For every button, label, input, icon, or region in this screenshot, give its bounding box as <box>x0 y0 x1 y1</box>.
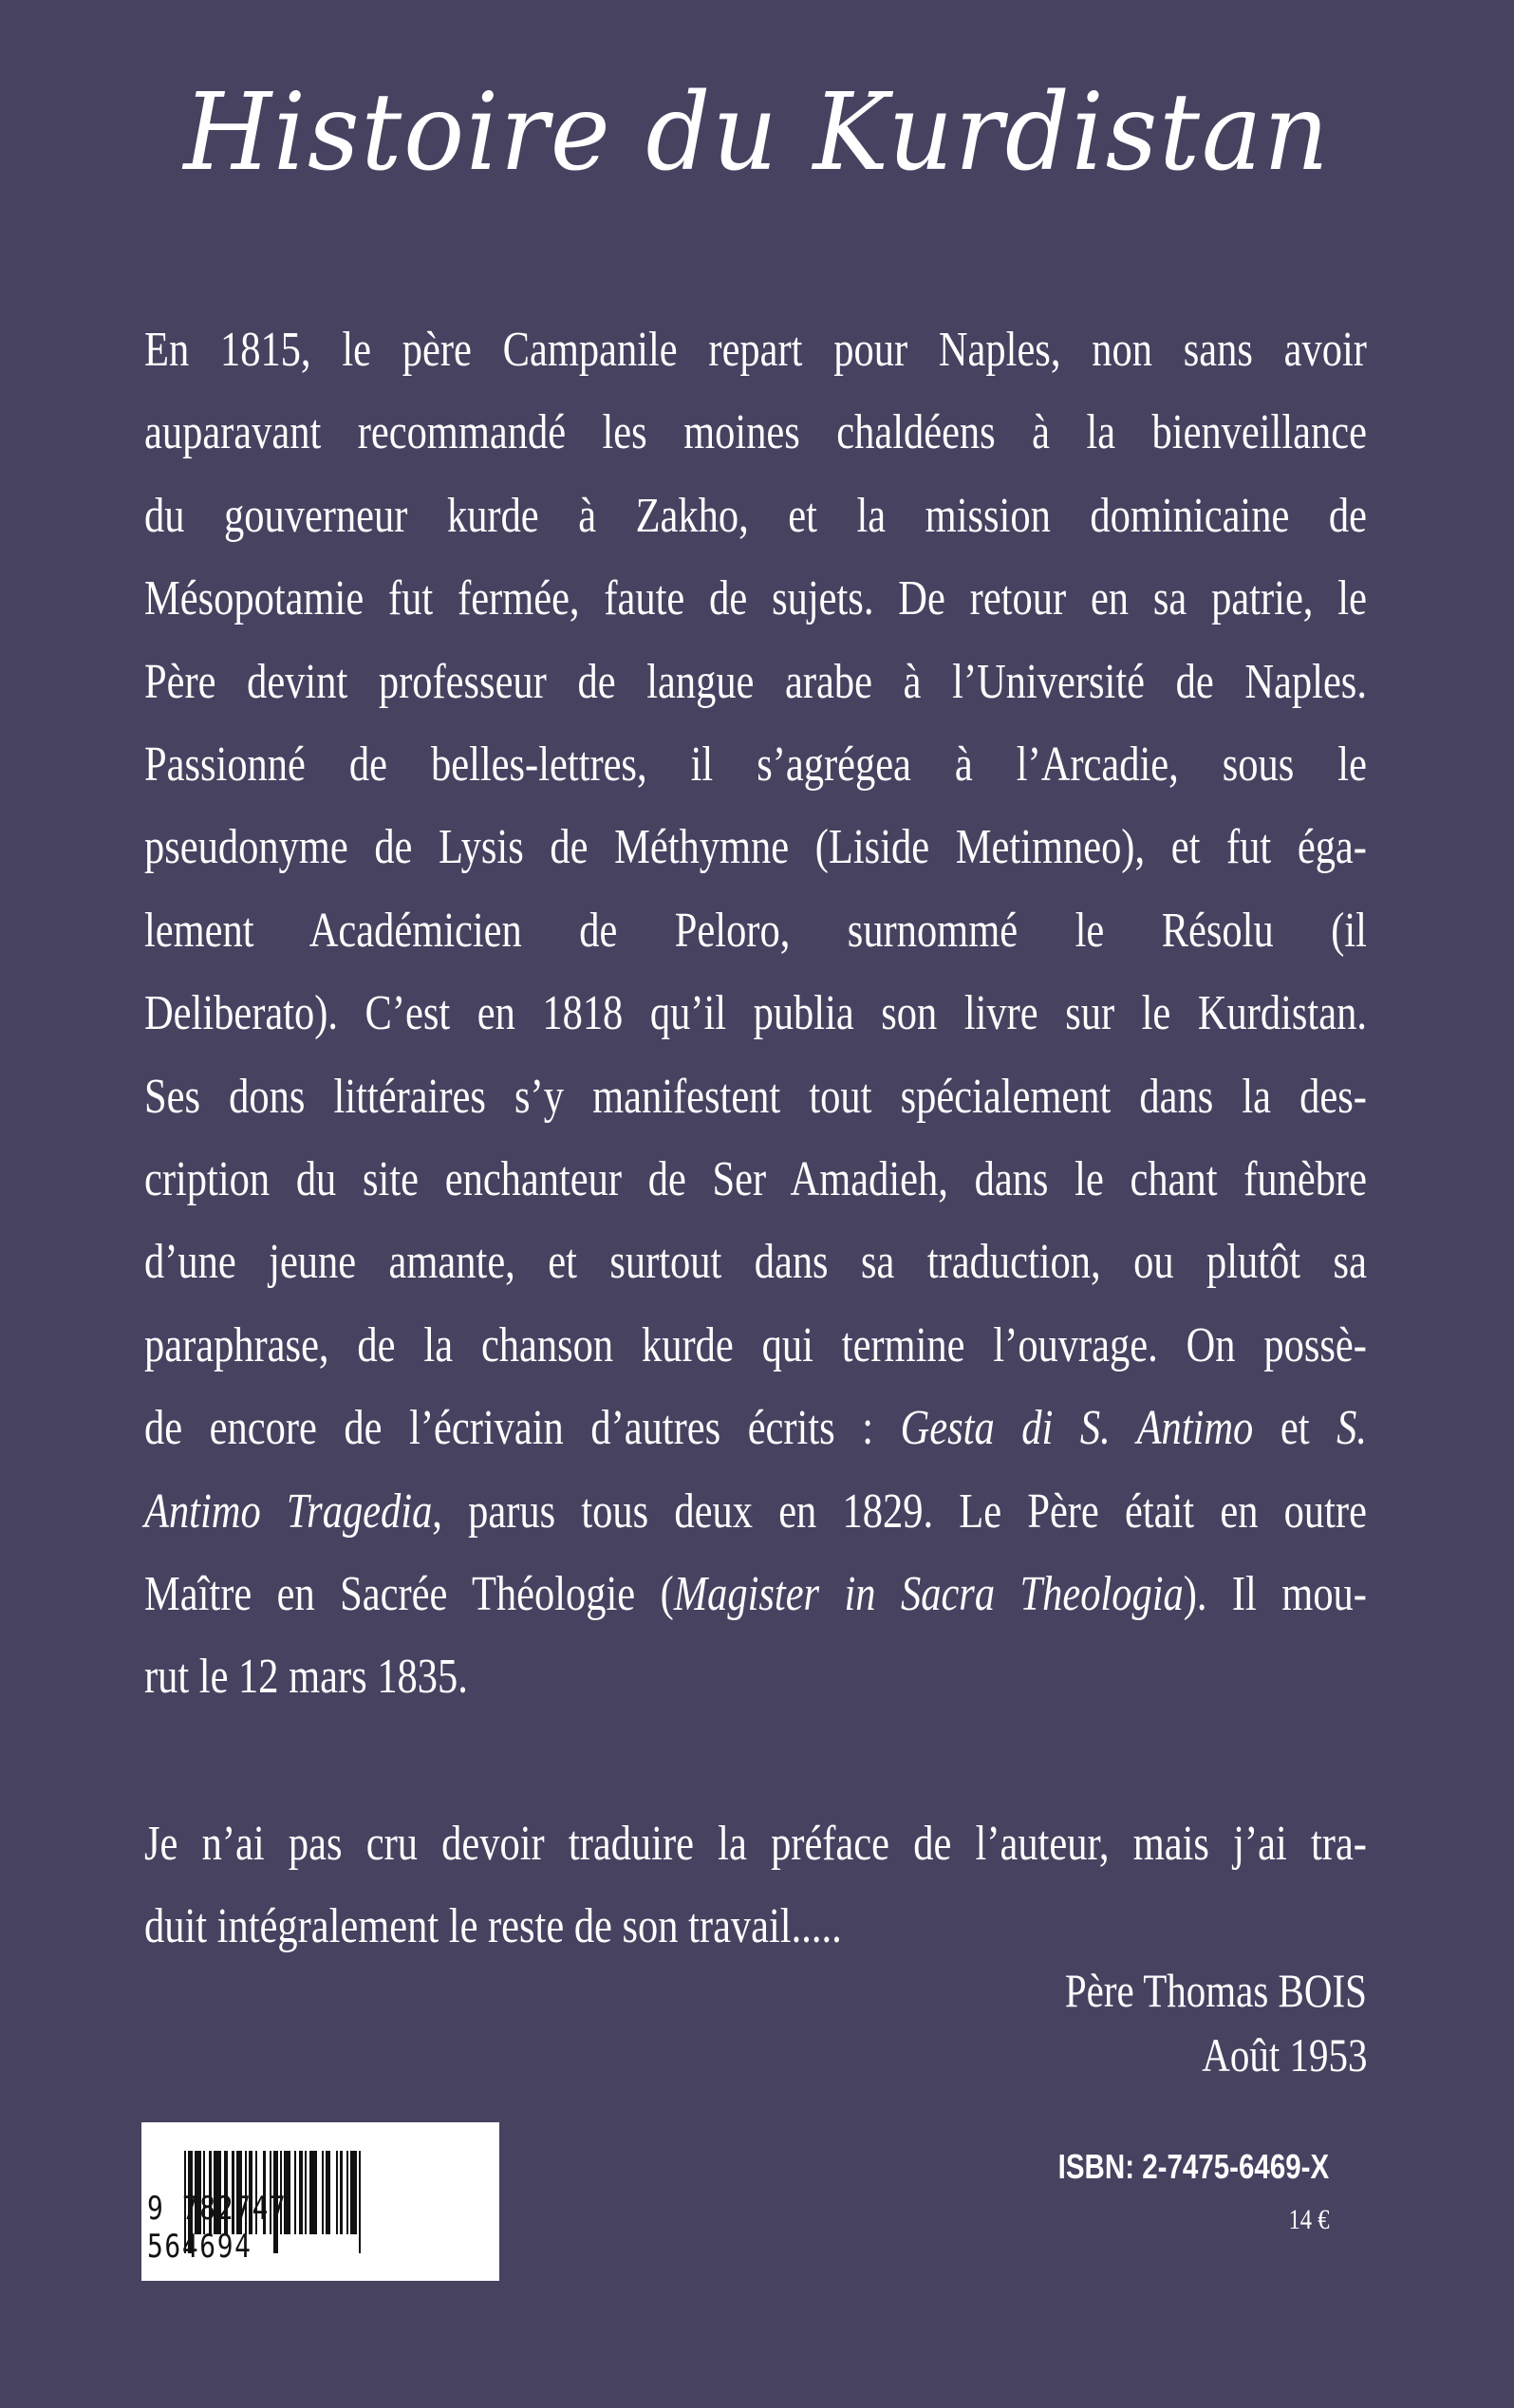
text-segment: duit intégralement le reste de son travail..... <box>144 1899 842 1954</box>
book-title: Histoire du Kurdistan <box>183 71 1331 195</box>
text-line <box>144 1885 1367 1968</box>
text-line <box>144 972 1367 1055</box>
isbn: ISBN: 2-7475-6469-X <box>1057 2147 1329 2186</box>
text-segment: auparavant recommandé les moines chaldéens à la bienveillance <box>144 405 1367 460</box>
price: 14 € <box>1287 2204 1329 2235</box>
text-line <box>144 1138 1367 1221</box>
text-segment: de encore de l’écrivain d’autres écrits : <box>144 1401 901 1456</box>
text-segment: rut le 12 mars 1835. <box>144 1650 468 1705</box>
text-line <box>144 308 1367 391</box>
barcode-number: 9 782747 564694 <box>147 2190 288 2266</box>
text-line <box>144 1055 1367 1138</box>
italic-title: S. <box>1336 1401 1367 1456</box>
text-segment: Maître en Sacrée Théologie ( <box>144 1567 674 1621</box>
text-line <box>144 1387 1367 1469</box>
text-line <box>144 1470 1367 1553</box>
barcode <box>141 2122 499 2281</box>
italic-title: Antimo Tragedia <box>144 1484 433 1539</box>
italic-title: Magister in Sacra Theologia <box>673 1567 1184 1621</box>
text-line <box>144 1553 1367 1635</box>
text-segment: , parus tous deux en 1829. Le Père était en outre <box>432 1484 1367 1539</box>
text-segment: cription du site enchanteur de Ser Amadieh, dans le chant funèbre <box>144 1152 1367 1206</box>
text-segment: lement Académicien de Peloro, surnommé le Résolu (il <box>144 903 1367 958</box>
text-line <box>144 889 1367 972</box>
text-line <box>144 557 1367 640</box>
text-line <box>144 391 1367 474</box>
text-segment: ). Il mou- <box>1183 1567 1367 1621</box>
text-line <box>144 1635 1367 1718</box>
text-segment: En 1815, le père Campanile repart pour Naples, non sans avoir <box>144 323 1367 377</box>
text-line <box>144 723 1367 806</box>
text-line <box>144 1802 1367 1885</box>
text-segment: Père devint professeur de langue arabe à l’Université de Naples. <box>144 654 1367 709</box>
text-line <box>144 1221 1367 1303</box>
italic-title: Gesta di S. Antimo <box>900 1401 1254 1456</box>
text-line <box>144 806 1367 888</box>
text-segment: Passionné de belles-lettres, il s’agrégea à l’Arcadie, sous le <box>144 737 1367 792</box>
signature-author: Père Thomas BOIS <box>1064 1964 1367 2017</box>
text-segment: d’une jeune amante, et surtout dans sa traduction, ou plutôt sa <box>144 1235 1367 1290</box>
text-segment: et <box>1253 1401 1337 1456</box>
signature-date: Août 1953 <box>1201 2028 1367 2081</box>
text-line <box>144 475 1367 557</box>
text-segment: Ses dons littéraires s’y manifestent tout spécialement dans la des- <box>144 1069 1367 1124</box>
text-segment: Mésopotamie fut fermée, faute de sujets. De retour en sa patrie, le <box>144 571 1367 626</box>
text-line <box>144 641 1367 723</box>
text-line <box>144 1304 1367 1387</box>
text-segment: Je n’ai pas cru devoir traduire la préface de l’auteur, mais j’ai tra- <box>144 1817 1367 1871</box>
text-segment: pseudonyme de Lysis de Méthymne (Liside Metimneo), et fut éga- <box>144 820 1367 875</box>
text-segment: paraphrase, de la chanson kurde qui termine l’ouvrage. On possè- <box>144 1317 1367 1372</box>
text-segment: du gouverneur kurde à Zakho, et la mission dominicaine de <box>144 488 1367 543</box>
text-segment: Deliberato). C’est en 1818 qu’il publia son livre sur le Kurdistan. <box>144 986 1367 1041</box>
